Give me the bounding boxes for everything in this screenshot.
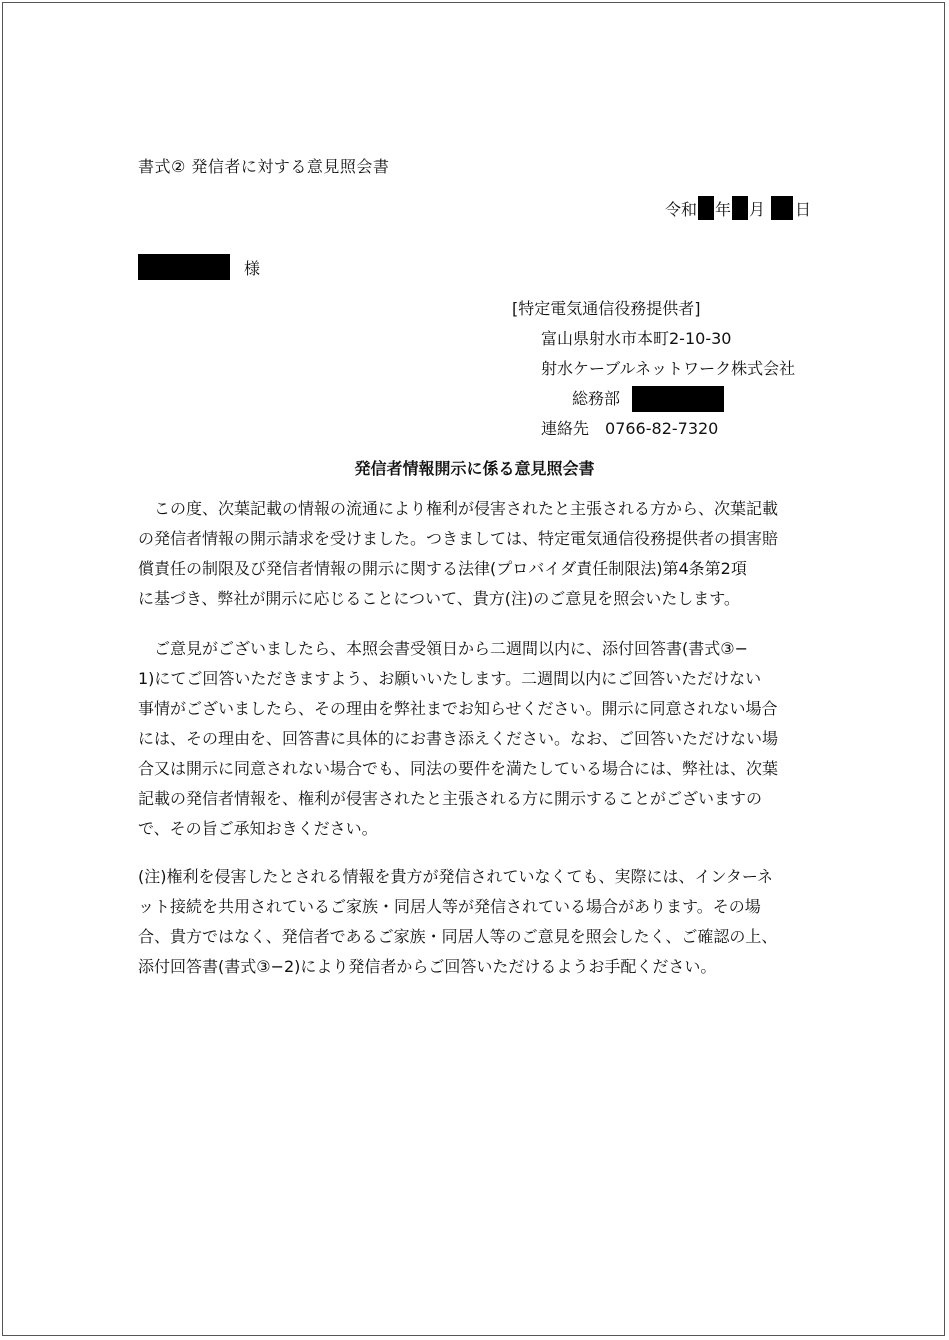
paragraph-request (138, 494, 810, 614)
date-line (665, 196, 811, 220)
paragraph-line: 事情がございましたら、その理由を弊社までお知らせください。開示に同意されない場合 (138, 699, 778, 718)
paragraph-line: ット接続を共用されているご家族・同居人等が発信されている場合があります。その場 (138, 897, 761, 916)
sender-address: 富山県射水市本町2-10-30 (541, 329, 732, 348)
document-title: 発信者情報開示に係る意見照会書 (354, 459, 595, 478)
sender-heading: [特定電気通信役務提供者] (512, 299, 701, 318)
date-year-unit: 年 (714, 199, 731, 219)
contact-label: 連絡先 (541, 419, 590, 438)
paragraph-line: 合、貴方ではなく、発信者であるご家族・同居人等のご意見を照会したく、ご確認の上、 (138, 927, 778, 946)
date-month-unit: 月 (748, 199, 765, 219)
contact-phone: 0766-82-7320 (605, 419, 719, 438)
sender-department: 総務部 (572, 389, 621, 408)
sender-contact-row (512, 414, 795, 444)
date-day-unit: 日 (794, 199, 811, 219)
paragraph-line: 添付回答書(書式③−2)により発信者からご回答いただけるようお手配ください。 (138, 957, 717, 976)
redacted-day (771, 196, 793, 220)
paragraph-line: には、その理由を、回答書に具体的にお書き添えください。なお、ご回答いただけない場 (138, 729, 779, 748)
sender-block (512, 294, 795, 444)
sender-department-row (512, 384, 795, 414)
redacted-year (698, 196, 714, 220)
paragraph-line: 記載の発信者情報を、権利が侵害されたと主張される方に開示することがございますの (138, 789, 763, 808)
paragraph-line: この度、次葉記載の情報の流通により権利が侵害されたと主張される方から、次葉記載 (154, 499, 779, 518)
paragraph-line: で、その旨ご承知おきください。 (138, 819, 378, 838)
paragraph-line: の発信者情報の開示請求を受けました。つきましては、特定電気通信役務提供者の損害賠 (138, 529, 779, 548)
date-era: 令和 (664, 199, 697, 219)
redacted-month (732, 196, 748, 220)
redacted-recipient-name (138, 254, 230, 280)
recipient-honorific: 様 (244, 258, 261, 278)
paragraph-response (138, 634, 810, 844)
sender-company: 射水ケーブルネットワーク株式会社 (541, 359, 796, 378)
redacted-contact-person (632, 386, 724, 412)
paragraph-line: に基づき、弊社が開示に応じることについて、貴方(注)のご意見を照会いたします。 (138, 589, 740, 608)
paragraph-line: 償責任の制限及び発信者情報の開示に関する法律(プロバイダ責任制限法)第4条第2項 (138, 559, 747, 578)
form-label: 書式② 発信者に対する意見照会書 (138, 157, 390, 176)
paragraph-line: 1)にてご回答いただきますよう、お願いいたします。二週間以内にご回答いただけない (138, 669, 762, 688)
paragraph-line: (注)権利を侵害したとされる情報を貴方が発信されていなくても、実際には、インターネ (138, 867, 774, 886)
paragraph-note (138, 862, 810, 982)
recipient (138, 254, 260, 280)
paragraph-line: ご意見がございましたら、本照会書受領日から二週間以内に、添付回答書(書式③− (154, 639, 748, 658)
paragraph-line: 合又は開示に同意されない場合でも、同法の要件を満たしている場合には、弊社は、次葉 (138, 759, 779, 778)
